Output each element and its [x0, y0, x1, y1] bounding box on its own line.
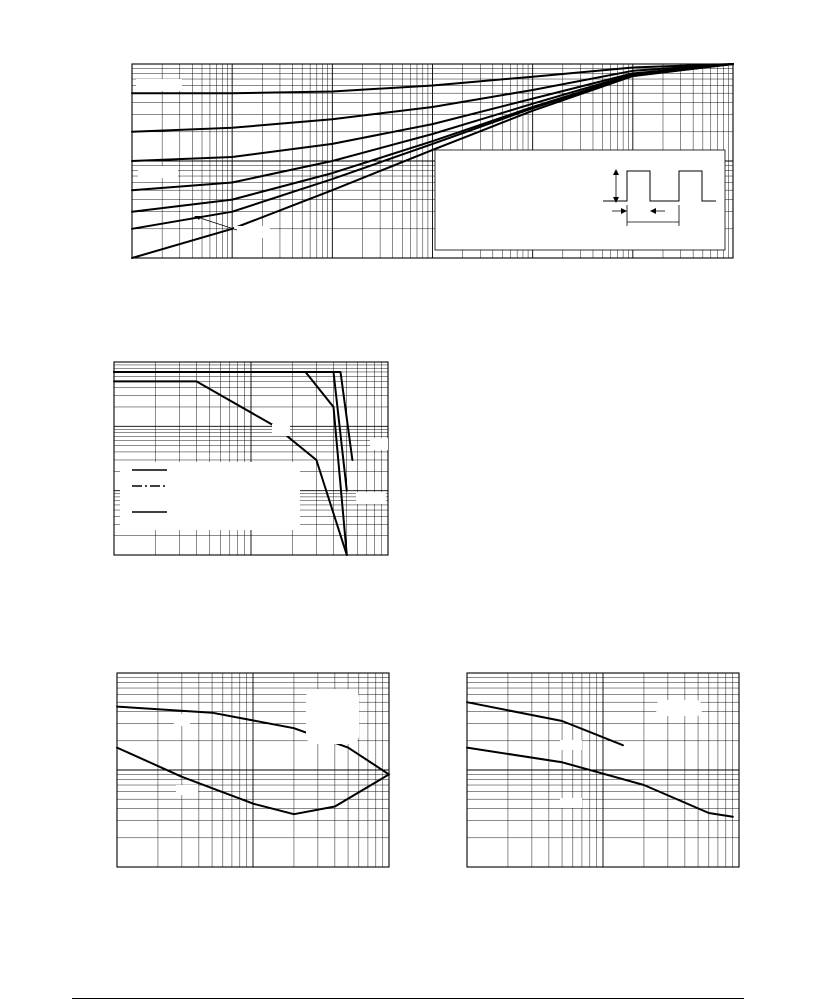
label-mask	[234, 226, 270, 238]
series-line-2	[467, 748, 733, 817]
label-mask	[272, 424, 290, 436]
label-mask	[174, 714, 190, 726]
temperature-right-curves	[467, 702, 733, 817]
safe-operating-area-chart	[0, 340, 420, 580]
label-mask	[138, 166, 178, 178]
label-mask	[356, 492, 386, 504]
label-mask	[136, 79, 182, 91]
waveform-legend-box	[435, 150, 725, 250]
transient-thermal-chart	[0, 0, 816, 300]
callout-leader-line	[197, 217, 237, 230]
label-mask	[176, 785, 198, 795]
callout-box	[306, 689, 359, 744]
label-mask	[560, 798, 582, 808]
legend-area	[120, 462, 300, 530]
temperature-chart-left	[0, 660, 410, 880]
temperature-chart-right	[420, 660, 770, 880]
callout-box	[656, 700, 702, 716]
footer-rule	[72, 998, 744, 999]
label-mask	[370, 438, 388, 450]
label-mask	[560, 740, 582, 750]
